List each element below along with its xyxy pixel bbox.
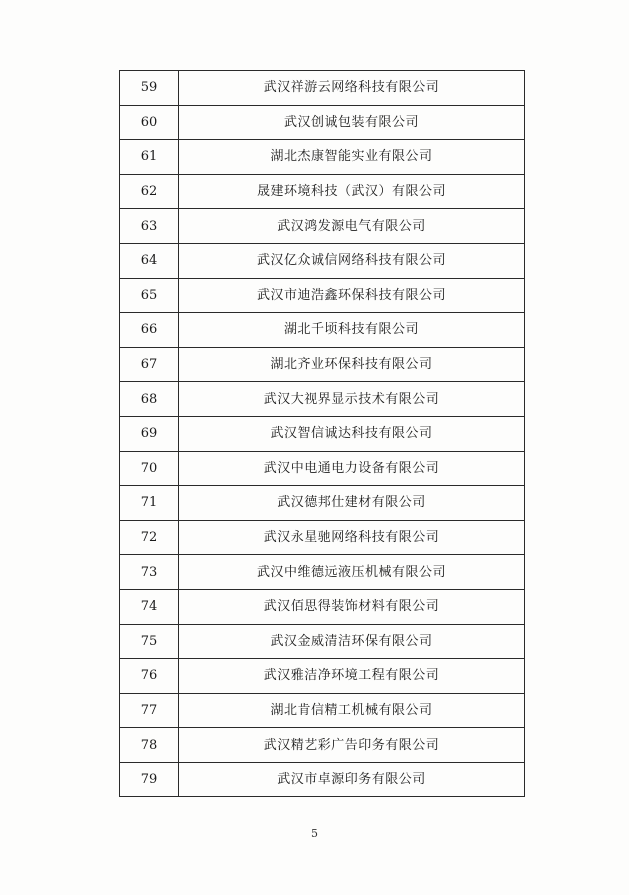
row-number: 60 — [120, 105, 179, 140]
row-number: 61 — [120, 140, 179, 175]
table-row — [120, 347, 525, 382]
company-name: 武汉智信诚达科技有限公司 — [179, 416, 525, 451]
table-row — [120, 659, 525, 694]
row-number: 59 — [120, 71, 179, 106]
row-number: 69 — [120, 416, 179, 451]
row-number: 68 — [120, 382, 179, 417]
company-name: 武汉创诚包装有限公司 — [179, 105, 525, 140]
company-name: 湖北杰康智能实业有限公司 — [179, 140, 525, 175]
table-row — [120, 278, 525, 313]
row-number: 64 — [120, 243, 179, 278]
row-number: 73 — [120, 555, 179, 590]
row-number: 74 — [120, 589, 179, 624]
company-name: 武汉德邦仕建材有限公司 — [179, 486, 525, 521]
row-number: 76 — [120, 659, 179, 694]
company-name: 湖北千顷科技有限公司 — [179, 313, 525, 348]
company-name: 武汉中电通电力设备有限公司 — [179, 451, 525, 486]
table-row — [120, 313, 525, 348]
company-name: 武汉市迪浩鑫环保科技有限公司 — [179, 278, 525, 313]
company-name: 晟建环境科技（武汉）有限公司 — [179, 174, 525, 209]
company-name: 武汉大视界显示技术有限公司 — [179, 382, 525, 417]
table-row — [120, 140, 525, 175]
table-row — [120, 243, 525, 278]
table-row — [120, 762, 525, 797]
row-number: 67 — [120, 347, 179, 382]
company-name: 武汉永星驰网络科技有限公司 — [179, 520, 525, 555]
row-number: 79 — [120, 762, 179, 797]
table-row — [120, 624, 525, 659]
company-name: 武汉鸿发源电气有限公司 — [179, 209, 525, 244]
table-row — [120, 105, 525, 140]
row-number: 77 — [120, 693, 179, 728]
row-number: 70 — [120, 451, 179, 486]
company-name: 湖北肯信精工机械有限公司 — [179, 693, 525, 728]
company-name: 武汉亿众诚信网络科技有限公司 — [179, 243, 525, 278]
table-row — [120, 693, 525, 728]
row-number: 72 — [120, 520, 179, 555]
table-row — [120, 589, 525, 624]
table-row — [120, 486, 525, 521]
row-number: 71 — [120, 486, 179, 521]
table-row — [120, 209, 525, 244]
row-number: 66 — [120, 313, 179, 348]
company-name: 武汉雅洁净环境工程有限公司 — [179, 659, 525, 694]
row-number: 63 — [120, 209, 179, 244]
company-list-table — [119, 70, 525, 797]
table-row — [120, 728, 525, 763]
table-row — [120, 416, 525, 451]
row-number: 62 — [120, 174, 179, 209]
company-name: 武汉佰思得装饰材料有限公司 — [179, 589, 525, 624]
table-row — [120, 382, 525, 417]
row-number: 65 — [120, 278, 179, 313]
page-number: 5 — [311, 827, 318, 840]
company-name: 武汉祥游云网络科技有限公司 — [179, 71, 525, 106]
table-row — [120, 555, 525, 590]
row-number: 78 — [120, 728, 179, 763]
company-name: 武汉金威清洁环保有限公司 — [179, 624, 525, 659]
company-name: 武汉市卓源印务有限公司 — [179, 762, 525, 797]
row-number: 75 — [120, 624, 179, 659]
table-row — [120, 451, 525, 486]
company-name: 湖北齐业环保科技有限公司 — [179, 347, 525, 382]
table-row — [120, 71, 525, 106]
company-name: 武汉中维德远液压机械有限公司 — [179, 555, 525, 590]
company-name: 武汉精艺彩广告印务有限公司 — [179, 728, 525, 763]
company-list-body — [120, 71, 525, 797]
table-row — [120, 174, 525, 209]
table-row — [120, 520, 525, 555]
